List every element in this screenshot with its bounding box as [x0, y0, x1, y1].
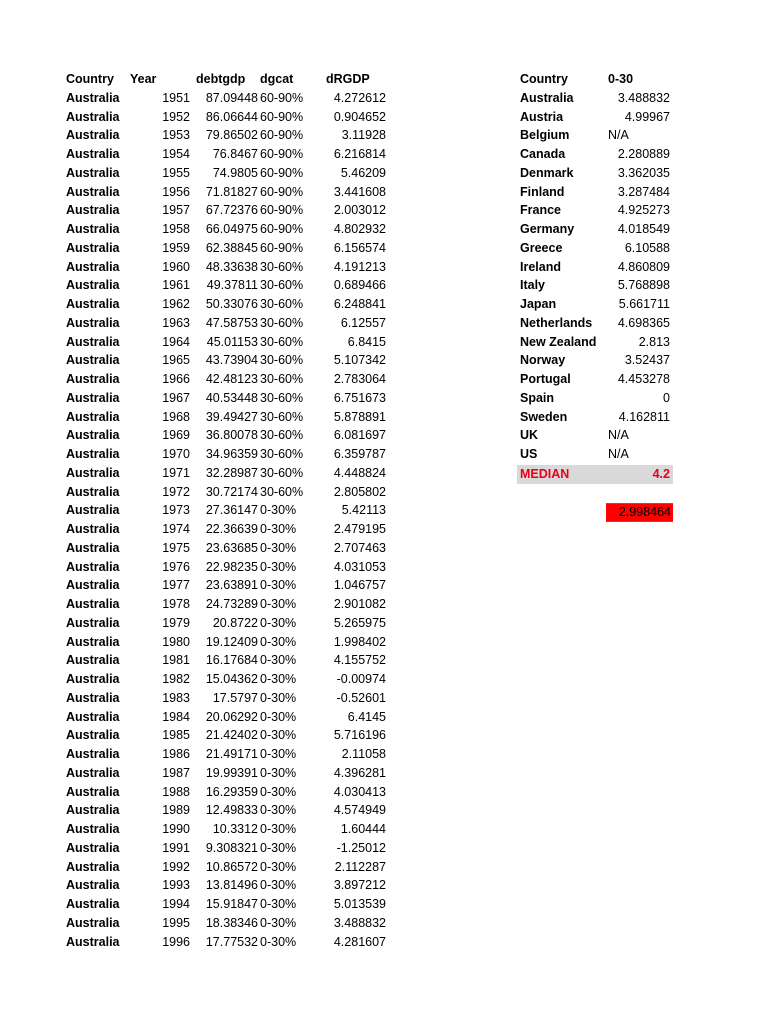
left-cell-year: 1964: [162, 334, 190, 349]
left-cell-drgdp: 3.897212: [333, 878, 386, 893]
left-cell-drgdp: 6.12557: [340, 315, 386, 330]
left-cell-dgcat: 30-60%: [260, 353, 304, 368]
left-cell-drgdp: 4.191213: [333, 259, 386, 274]
left-cell-dgcat: 30-60%: [260, 334, 304, 349]
left-cell-drgdp: 2.901082: [333, 597, 386, 611]
left-cell-drgdp: 6.156574: [333, 240, 386, 255]
left-cell-year: 1985: [162, 728, 190, 743]
right-cell-value: 4.698365: [617, 315, 670, 330]
left-cell-dgcat: 0-30%: [260, 822, 297, 836]
left-cell-year: 1967: [162, 390, 190, 405]
left-cell-dgcat: 0-30%: [260, 747, 297, 761]
right-cell-value: 4.018549: [617, 222, 670, 236]
left-cell-dgcat: 30-60%: [260, 390, 304, 405]
left-cell-dgcat: 0-30%: [260, 784, 297, 799]
left-cell-drgdp: 2.805802: [333, 484, 386, 499]
left-cell-debtgdp: 27.36147: [205, 503, 258, 518]
right-cell-value: 4.162811: [618, 409, 670, 424]
left-cell-year: 1995: [162, 915, 190, 930]
right-cell-country: Canada: [520, 147, 566, 161]
left-cell-year: 1958: [162, 222, 190, 236]
right-cell-value: 3.52437: [624, 353, 670, 368]
left-header-drgdp: dRGDP: [326, 72, 370, 86]
right-cell-country: US: [520, 447, 538, 461]
left-cell-drgdp: 3.488832: [333, 915, 386, 930]
left-cell-year: 1970: [162, 447, 190, 461]
left-cell-country: Australia: [66, 409, 120, 424]
left-cell-dgcat: 60-90%: [260, 165, 304, 180]
right-cell-country: Ireland: [520, 259, 561, 274]
left-cell-dgcat: 60-90%: [260, 128, 304, 143]
left-cell-dgcat: 0-30%: [260, 934, 297, 949]
right-cell-value: N/A: [608, 447, 629, 461]
left-cell-debtgdp: 42.48123: [205, 372, 258, 386]
left-cell-drgdp: 2.479195: [333, 522, 386, 536]
left-cell-debtgdp: 71.81827: [205, 184, 258, 199]
left-cell-drgdp: 5.716196: [333, 728, 386, 743]
left-cell-year: 1982: [162, 672, 190, 686]
left-cell-drgdp: 4.574949: [333, 803, 386, 818]
left-cell-dgcat: 60-90%: [260, 147, 304, 161]
right-cell-country: UK: [520, 428, 539, 443]
left-cell-drgdp: -0.52601: [336, 690, 386, 705]
left-cell-debtgdp: 10.86572: [205, 859, 258, 874]
median-label: MEDIAN: [520, 467, 570, 481]
left-cell-year: 1959: [162, 240, 190, 255]
left-cell-drgdp: 4.272612: [333, 90, 386, 105]
left-cell-debtgdp: 45.01153: [206, 334, 258, 349]
left-cell-dgcat: 0-30%: [260, 653, 297, 668]
right-cell-country: Belgium: [520, 128, 570, 143]
left-cell-dgcat: 60-90%: [260, 109, 304, 124]
left-cell-debtgdp: 20.8722: [212, 615, 258, 630]
left-cell-dgcat: 0-30%: [260, 503, 297, 518]
left-cell-debtgdp: 18.38346: [205, 915, 258, 930]
left-cell-dgcat: 30-60%: [260, 409, 304, 424]
right-cell-country: Netherlands: [520, 315, 593, 330]
left-cell-debtgdp: 17.5797: [212, 690, 258, 705]
left-cell-dgcat: 0-30%: [260, 522, 297, 536]
left-cell-year: 1962: [162, 297, 190, 311]
left-cell-debtgdp: 87.09448: [205, 90, 258, 105]
left-cell-debtgdp: 10.3312: [212, 822, 258, 836]
left-cell-drgdp: 6.216814: [333, 147, 386, 161]
left-cell-drgdp: -0.00974: [336, 672, 386, 686]
right-header-range: 0-30: [608, 72, 634, 86]
left-cell-year: 1974: [162, 522, 190, 536]
left-cell-dgcat: 60-90%: [260, 240, 304, 255]
left-cell-dgcat: 0-30%: [260, 709, 297, 724]
left-cell-dgcat: 0-30%: [260, 840, 297, 855]
right-cell-value: 4.860809: [617, 259, 670, 274]
left-cell-debtgdp: 86.06644: [205, 109, 258, 124]
right-cell-country: Portugal: [520, 372, 571, 386]
left-cell-debtgdp: 9.308321: [205, 840, 258, 855]
right-cell-country: Spain: [520, 390, 555, 405]
right-cell-country: Norway: [520, 353, 566, 368]
left-cell-drgdp: -1.25012: [336, 840, 386, 855]
right-cell-value: 6.10588: [624, 240, 670, 255]
left-cell-country: Australia: [66, 315, 120, 330]
left-cell-country: Australia: [66, 184, 120, 199]
left-cell-country: Australia: [66, 934, 120, 949]
left-cell-year: 1978: [162, 597, 190, 611]
left-cell-drgdp: 5.42113: [341, 503, 386, 518]
left-cell-country: Australia: [66, 859, 120, 874]
left-cell-debtgdp: 16.29359: [205, 784, 258, 799]
left-cell-country: Australia: [66, 428, 120, 443]
left-cell-drgdp: 2.707463: [333, 540, 386, 555]
left-header-debtgdp: debtgdp: [196, 72, 246, 86]
left-cell-country: Australia: [66, 803, 120, 818]
left-cell-country: Australia: [66, 90, 120, 105]
right-header-country: Country: [520, 72, 568, 86]
left-cell-year: 1991: [162, 840, 190, 855]
left-cell-debtgdp: 22.98235: [205, 559, 258, 574]
median-value: 4.2: [652, 467, 670, 481]
left-cell-dgcat: 0-30%: [260, 728, 297, 743]
left-cell-country: Australia: [66, 203, 120, 218]
right-cell-value: 0: [663, 390, 670, 405]
left-cell-year: 1969: [162, 428, 190, 443]
left-cell-debtgdp: 17.77532: [205, 934, 258, 949]
left-cell-debtgdp: 74.9805: [212, 165, 258, 180]
left-cell-dgcat: 30-60%: [260, 278, 304, 293]
left-cell-country: Australia: [66, 728, 120, 743]
left-cell-year: 1956: [162, 184, 190, 199]
right-cell-value: 4.925273: [617, 203, 670, 218]
left-cell-drgdp: 4.031053: [333, 559, 386, 574]
left-cell-country: Australia: [66, 822, 120, 836]
left-cell-dgcat: 60-90%: [260, 222, 304, 236]
left-cell-country: Australia: [66, 297, 120, 311]
left-cell-drgdp: 6.081697: [333, 428, 386, 443]
left-cell-country: Australia: [66, 540, 120, 555]
right-cell-value: 5.768898: [617, 278, 670, 293]
left-cell-dgcat: 0-30%: [260, 765, 297, 780]
left-cell-year: 1979: [162, 615, 190, 630]
left-cell-year: 1984: [162, 709, 190, 724]
left-cell-drgdp: 4.030413: [333, 784, 386, 799]
right-cell-value: 4.99967: [624, 109, 670, 124]
left-cell-debtgdp: 67.72376: [205, 203, 258, 218]
left-cell-country: Australia: [66, 128, 120, 143]
right-cell-country: Denmark: [520, 165, 574, 180]
left-cell-drgdp: 1.60444: [340, 822, 386, 836]
left-cell-drgdp: 2.11058: [341, 747, 386, 761]
left-cell-drgdp: 5.107342: [333, 353, 386, 368]
right-cell-value: 4.453278: [617, 372, 670, 386]
left-cell-year: 1994: [162, 897, 190, 911]
left-header-year: Year: [130, 72, 157, 86]
left-cell-dgcat: 0-30%: [260, 615, 297, 630]
left-cell-year: 1957: [162, 203, 190, 218]
left-cell-year: 1951: [162, 90, 190, 105]
left-cell-dgcat: 0-30%: [260, 597, 297, 611]
left-cell-year: 1954: [162, 147, 190, 161]
right-cell-value: 3.362035: [617, 165, 670, 180]
left-cell-year: 1996: [162, 934, 190, 949]
left-cell-country: Australia: [66, 559, 120, 574]
left-cell-drgdp: 2.003012: [333, 203, 386, 218]
left-cell-country: Australia: [66, 765, 120, 780]
left-cell-country: Australia: [66, 897, 120, 911]
left-cell-debtgdp: 79.86502: [205, 128, 258, 143]
left-cell-country: Australia: [66, 784, 120, 799]
left-cell-dgcat: 0-30%: [260, 540, 297, 555]
left-cell-dgcat: 60-90%: [260, 90, 304, 105]
left-cell-debtgdp: 16.17684: [205, 653, 258, 668]
left-cell-country: Australia: [66, 634, 120, 649]
left-cell-country: Australia: [66, 840, 120, 855]
left-cell-country: Australia: [66, 147, 120, 161]
left-cell-dgcat: 0-30%: [260, 859, 297, 874]
left-cell-country: Australia: [66, 372, 120, 386]
left-cell-debtgdp: 30.72174: [205, 484, 258, 499]
left-cell-debtgdp: 15.91847: [205, 897, 258, 911]
left-cell-dgcat: 30-60%: [260, 447, 304, 461]
left-cell-year: 1993: [162, 878, 190, 893]
left-cell-debtgdp: 40.53448: [205, 390, 258, 405]
left-cell-debtgdp: 15.04362: [205, 672, 258, 686]
left-cell-country: Australia: [66, 653, 120, 668]
left-cell-dgcat: 30-60%: [260, 297, 304, 311]
left-cell-year: 1977: [162, 578, 190, 593]
left-cell-dgcat: 0-30%: [260, 803, 297, 818]
left-cell-dgcat: 0-30%: [260, 897, 297, 911]
right-cell-country: Austria: [520, 109, 564, 124]
right-cell-value: 5.661711: [618, 297, 670, 311]
left-cell-country: Australia: [66, 240, 120, 255]
left-cell-year: 1971: [162, 465, 190, 480]
left-cell-country: Australia: [66, 878, 120, 893]
left-cell-country: Australia: [66, 259, 120, 274]
left-cell-dgcat: 0-30%: [260, 559, 297, 574]
left-cell-year: 1968: [162, 409, 190, 424]
left-cell-country: Australia: [66, 484, 120, 499]
left-cell-country: Australia: [66, 747, 120, 761]
left-cell-country: Australia: [66, 447, 120, 461]
left-cell-country: Australia: [66, 222, 120, 236]
left-cell-dgcat: 30-60%: [260, 315, 304, 330]
left-cell-debtgdp: 32.28987: [205, 465, 258, 480]
left-header-country: Country: [66, 72, 114, 86]
left-cell-debtgdp: 48.33638: [205, 259, 258, 274]
left-cell-drgdp: 4.448824: [333, 465, 386, 480]
left-cell-drgdp: 0.689466: [333, 278, 386, 293]
left-cell-year: 1955: [162, 165, 190, 180]
left-cell-debtgdp: 50.33076: [205, 297, 258, 311]
left-cell-year: 1990: [162, 822, 190, 836]
left-cell-country: Australia: [66, 390, 120, 405]
left-cell-debtgdp: 36.80078: [205, 428, 258, 443]
right-cell-country: France: [520, 203, 561, 218]
left-cell-drgdp: 5.878891: [333, 409, 386, 424]
left-cell-drgdp: 6.248841: [333, 297, 386, 311]
left-cell-drgdp: 4.155752: [333, 653, 386, 668]
left-cell-year: 1988: [162, 784, 190, 799]
left-cell-dgcat: 0-30%: [260, 578, 297, 593]
left-cell-year: 1953: [162, 128, 190, 143]
left-cell-drgdp: 4.281607: [333, 934, 386, 949]
left-cell-country: Australia: [66, 334, 120, 349]
left-cell-debtgdp: 47.58753: [205, 315, 258, 330]
left-cell-debtgdp: 13.81496: [205, 878, 258, 893]
left-cell-debtgdp: 39.49427: [205, 409, 258, 424]
right-cell-value: 3.287484: [617, 184, 670, 199]
right-cell-country: Greece: [520, 240, 563, 255]
left-cell-country: Australia: [66, 353, 120, 368]
right-cell-country: New Zealand: [520, 334, 597, 349]
left-cell-country: Australia: [66, 709, 120, 724]
left-cell-drgdp: 4.396281: [333, 765, 386, 780]
left-cell-year: 1987: [162, 765, 190, 780]
left-cell-year: 1963: [162, 315, 190, 330]
left-cell-drgdp: 5.013539: [333, 897, 386, 911]
right-cell-value: 3.488832: [617, 90, 670, 105]
left-cell-debtgdp: 21.42402: [205, 728, 258, 743]
left-cell-year: 1975: [162, 540, 190, 555]
left-cell-year: 1986: [162, 747, 190, 761]
left-cell-year: 1980: [162, 634, 190, 649]
left-cell-drgdp: 1.998402: [333, 634, 386, 649]
right-cell-value: 2.280889: [617, 147, 670, 161]
left-cell-debtgdp: 66.04975: [205, 222, 258, 236]
left-cell-debtgdp: 21.49171: [205, 747, 258, 761]
left-cell-dgcat: 0-30%: [260, 634, 297, 649]
left-cell-drgdp: 5.265975: [333, 615, 386, 630]
right-cell-country: Sweden: [520, 409, 568, 424]
left-cell-country: Australia: [66, 597, 120, 611]
left-cell-drgdp: 5.46209: [340, 165, 386, 180]
right-cell-country: Finland: [520, 184, 565, 199]
left-cell-dgcat: 30-60%: [260, 428, 304, 443]
left-cell-year: 1952: [162, 109, 190, 124]
left-cell-country: Australia: [66, 915, 120, 930]
left-cell-drgdp: 2.112287: [334, 859, 386, 874]
left-cell-debtgdp: 19.99391: [205, 765, 258, 780]
left-cell-dgcat: 30-60%: [260, 259, 304, 274]
left-cell-country: Australia: [66, 278, 120, 293]
left-cell-debtgdp: 23.63685: [205, 540, 258, 555]
left-cell-country: Australia: [66, 578, 120, 593]
left-cell-dgcat: 30-60%: [260, 484, 304, 499]
left-cell-drgdp: 0.904652: [333, 109, 386, 124]
left-cell-year: 1961: [162, 278, 190, 293]
left-cell-country: Australia: [66, 503, 120, 518]
left-cell-drgdp: 1.046757: [333, 578, 386, 593]
left-cell-debtgdp: 20.06292: [205, 709, 258, 724]
right-cell-country: Germany: [520, 222, 575, 236]
left-cell-debtgdp: 62.38845: [205, 240, 258, 255]
left-cell-year: 1989: [162, 803, 190, 818]
left-cell-year: 1992: [162, 859, 190, 874]
right-cell-country: Australia: [520, 90, 574, 105]
left-cell-dgcat: 0-30%: [260, 690, 297, 705]
left-cell-drgdp: 6.751673: [333, 390, 386, 405]
left-cell-country: Australia: [66, 165, 120, 180]
left-cell-debtgdp: 34.96359: [205, 447, 258, 461]
left-cell-year: 1966: [162, 372, 190, 386]
left-cell-dgcat: 60-90%: [260, 184, 304, 199]
left-cell-drgdp: 6.359787: [333, 447, 386, 461]
left-cell-year: 1981: [162, 653, 190, 668]
right-cell-country: Japan: [520, 297, 557, 311]
left-cell-year: 1960: [162, 259, 190, 274]
left-cell-country: Australia: [66, 672, 120, 686]
left-cell-drgdp: 3.441608: [333, 184, 386, 199]
left-cell-drgdp: 2.783064: [333, 372, 386, 386]
left-cell-debtgdp: 19.12409: [205, 634, 258, 649]
left-cell-debtgdp: 43.73904: [205, 353, 258, 368]
right-cell-value: N/A: [608, 428, 629, 443]
left-cell-year: 1965: [162, 353, 190, 368]
left-cell-drgdp: 4.802932: [333, 222, 386, 236]
left-cell-year: 1983: [162, 690, 190, 705]
left-cell-year: 1976: [162, 559, 190, 574]
left-cell-drgdp: 6.4145: [347, 709, 386, 724]
left-cell-debtgdp: 76.8467: [212, 147, 258, 161]
highlight-cell: [606, 503, 673, 522]
left-cell-year: 1973: [162, 503, 190, 518]
left-cell-debtgdp: 24.73289: [205, 597, 258, 611]
right-cell-country: Italy: [520, 278, 546, 293]
left-header-dgcat: dgcat: [260, 72, 294, 86]
left-cell-dgcat: 0-30%: [260, 878, 297, 893]
left-cell-country: Australia: [66, 465, 120, 480]
left-cell-debtgdp: 22.36639: [205, 522, 258, 536]
left-cell-debtgdp: 12.49833: [205, 803, 258, 818]
left-cell-country: Australia: [66, 522, 120, 536]
left-cell-country: Australia: [66, 615, 120, 630]
right-cell-value: N/A: [608, 128, 629, 143]
left-cell-debtgdp: 23.63891: [205, 578, 258, 593]
median-row: [517, 465, 673, 484]
highlight-value: 2.998464: [618, 505, 671, 519]
left-cell-country: Australia: [66, 109, 120, 124]
left-cell-year: 1972: [162, 484, 190, 499]
left-cell-country: Australia: [66, 690, 120, 705]
right-cell-value: 2.813: [638, 334, 670, 349]
left-cell-debtgdp: 49.37811: [206, 278, 258, 293]
left-cell-dgcat: 0-30%: [260, 915, 297, 930]
left-cell-dgcat: 30-60%: [260, 372, 304, 386]
left-cell-dgcat: 30-60%: [260, 465, 304, 480]
left-cell-drgdp: 6.8415: [347, 334, 386, 349]
left-cell-dgcat: 60-90%: [260, 203, 304, 218]
left-cell-dgcat: 0-30%: [260, 672, 297, 686]
left-cell-drgdp: 3.11928: [341, 128, 386, 143]
